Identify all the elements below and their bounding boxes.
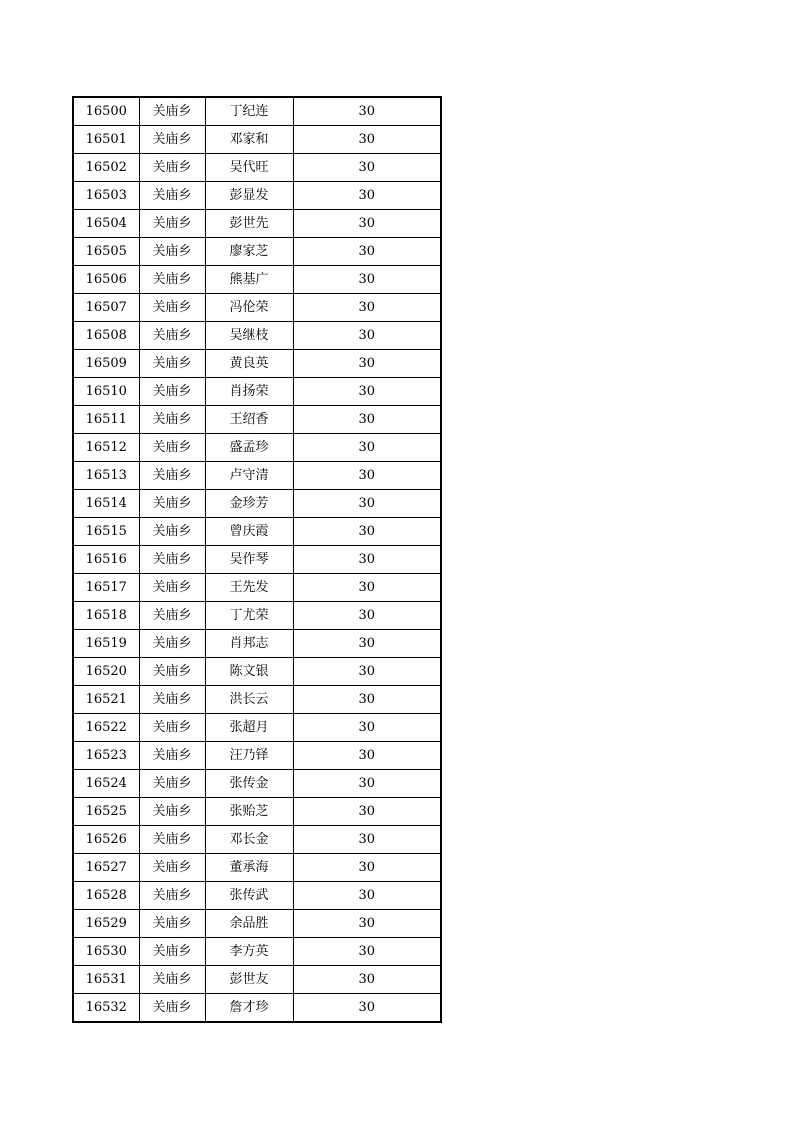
township-cell: 关庙乡 <box>139 882 205 910</box>
person-name-cell: 黄良英 <box>205 350 293 378</box>
table-row <box>73 994 441 1023</box>
person-name-cell: 王绍香 <box>205 406 293 434</box>
person-name-cell: 丁纪连 <box>205 97 293 126</box>
amount-cell: 30 <box>293 546 441 574</box>
person-name-cell: 汪乃铎 <box>205 742 293 770</box>
record-id-cell: 16500 <box>73 97 139 126</box>
table-row <box>73 518 441 546</box>
record-id-cell: 16503 <box>73 182 139 210</box>
township-cell: 关庙乡 <box>139 854 205 882</box>
person-name-cell: 董承海 <box>205 854 293 882</box>
amount-cell: 30 <box>293 294 441 322</box>
person-name-cell: 邓长金 <box>205 826 293 854</box>
record-id-cell: 16520 <box>73 658 139 686</box>
table-row <box>73 266 441 294</box>
record-id-cell: 16527 <box>73 854 139 882</box>
table-row <box>73 602 441 630</box>
record-id-cell: 16512 <box>73 434 139 462</box>
record-id-cell: 16515 <box>73 518 139 546</box>
record-id-cell: 16524 <box>73 770 139 798</box>
record-id-cell: 16507 <box>73 294 139 322</box>
township-cell: 关庙乡 <box>139 378 205 406</box>
amount-cell: 30 <box>293 938 441 966</box>
table-row <box>73 714 441 742</box>
records-table-body <box>73 97 441 1022</box>
amount-cell: 30 <box>293 238 441 266</box>
amount-cell: 30 <box>293 966 441 994</box>
township-cell: 关庙乡 <box>139 210 205 238</box>
amount-cell: 30 <box>293 826 441 854</box>
township-cell: 关庙乡 <box>139 182 205 210</box>
amount-cell: 30 <box>293 770 441 798</box>
township-cell: 关庙乡 <box>139 154 205 182</box>
table-row <box>73 322 441 350</box>
record-id-cell: 16510 <box>73 378 139 406</box>
table-row <box>73 182 441 210</box>
township-cell: 关庙乡 <box>139 350 205 378</box>
record-id-cell: 16501 <box>73 126 139 154</box>
record-id-cell: 16528 <box>73 882 139 910</box>
township-cell: 关庙乡 <box>139 238 205 266</box>
township-cell: 关庙乡 <box>139 742 205 770</box>
table-row <box>73 938 441 966</box>
township-cell: 关庙乡 <box>139 490 205 518</box>
amount-cell: 30 <box>293 462 441 490</box>
table-row <box>73 910 441 938</box>
table-row <box>73 434 441 462</box>
amount-cell: 30 <box>293 266 441 294</box>
record-id-cell: 16509 <box>73 350 139 378</box>
table-row <box>73 210 441 238</box>
amount-cell: 30 <box>293 630 441 658</box>
table-row <box>73 546 441 574</box>
record-id-cell: 16517 <box>73 574 139 602</box>
amount-cell: 30 <box>293 798 441 826</box>
record-id-cell: 16506 <box>73 266 139 294</box>
records-table <box>72 96 442 1023</box>
township-cell: 关庙乡 <box>139 630 205 658</box>
table-row <box>73 966 441 994</box>
record-id-cell: 16519 <box>73 630 139 658</box>
record-id-cell: 16516 <box>73 546 139 574</box>
table-row <box>73 462 441 490</box>
amount-cell: 30 <box>293 182 441 210</box>
person-name-cell: 肖邦志 <box>205 630 293 658</box>
amount-cell: 30 <box>293 210 441 238</box>
person-name-cell: 张传武 <box>205 882 293 910</box>
table-row <box>73 294 441 322</box>
amount-cell: 30 <box>293 378 441 406</box>
record-id-cell: 16518 <box>73 602 139 630</box>
township-cell: 关庙乡 <box>139 322 205 350</box>
person-name-cell: 彭世先 <box>205 210 293 238</box>
amount-cell: 30 <box>293 97 441 126</box>
township-cell: 关庙乡 <box>139 518 205 546</box>
record-id-cell: 16505 <box>73 238 139 266</box>
table-row <box>73 350 441 378</box>
amount-cell: 30 <box>293 406 441 434</box>
amount-cell: 30 <box>293 574 441 602</box>
township-cell: 关庙乡 <box>139 938 205 966</box>
table-row <box>73 770 441 798</box>
township-cell: 关庙乡 <box>139 798 205 826</box>
amount-cell: 30 <box>293 854 441 882</box>
table-row <box>73 574 441 602</box>
township-cell: 关庙乡 <box>139 826 205 854</box>
table-row <box>73 882 441 910</box>
amount-cell: 30 <box>293 434 441 462</box>
record-id-cell: 16526 <box>73 826 139 854</box>
person-name-cell: 廖家芝 <box>205 238 293 266</box>
table-row <box>73 658 441 686</box>
person-name-cell: 彭显发 <box>205 182 293 210</box>
amount-cell: 30 <box>293 350 441 378</box>
amount-cell: 30 <box>293 602 441 630</box>
table-row <box>73 126 441 154</box>
person-name-cell: 金珍芳 <box>205 490 293 518</box>
amount-cell: 30 <box>293 714 441 742</box>
township-cell: 关庙乡 <box>139 910 205 938</box>
township-cell: 关庙乡 <box>139 546 205 574</box>
person-name-cell: 冯伦荣 <box>205 294 293 322</box>
person-name-cell: 丁尤荣 <box>205 602 293 630</box>
township-cell: 关庙乡 <box>139 602 205 630</box>
person-name-cell: 詹才珍 <box>205 994 293 1023</box>
table-row <box>73 686 441 714</box>
amount-cell: 30 <box>293 686 441 714</box>
table-row <box>73 742 441 770</box>
person-name-cell: 卢守清 <box>205 462 293 490</box>
person-name-cell: 肖扬荣 <box>205 378 293 406</box>
person-name-cell: 余品胜 <box>205 910 293 938</box>
amount-cell: 30 <box>293 490 441 518</box>
person-name-cell: 张贻芝 <box>205 798 293 826</box>
record-id-cell: 16531 <box>73 966 139 994</box>
person-name-cell: 洪长云 <box>205 686 293 714</box>
township-cell: 关庙乡 <box>139 658 205 686</box>
table-row <box>73 406 441 434</box>
person-name-cell: 彭世友 <box>205 966 293 994</box>
amount-cell: 30 <box>293 882 441 910</box>
record-id-cell: 16511 <box>73 406 139 434</box>
record-id-cell: 16504 <box>73 210 139 238</box>
record-id-cell: 16521 <box>73 686 139 714</box>
person-name-cell: 吴继枝 <box>205 322 293 350</box>
township-cell: 关庙乡 <box>139 294 205 322</box>
record-id-cell: 16508 <box>73 322 139 350</box>
amount-cell: 30 <box>293 658 441 686</box>
table-row <box>73 826 441 854</box>
amount-cell: 30 <box>293 518 441 546</box>
table-row <box>73 97 441 126</box>
township-cell: 关庙乡 <box>139 966 205 994</box>
record-id-cell: 16502 <box>73 154 139 182</box>
township-cell: 关庙乡 <box>139 686 205 714</box>
township-cell: 关庙乡 <box>139 434 205 462</box>
table-row <box>73 798 441 826</box>
person-name-cell: 吴作琴 <box>205 546 293 574</box>
person-name-cell: 熊基广 <box>205 266 293 294</box>
amount-cell: 30 <box>293 126 441 154</box>
record-id-cell: 16525 <box>73 798 139 826</box>
amount-cell: 30 <box>293 742 441 770</box>
township-cell: 关庙乡 <box>139 770 205 798</box>
person-name-cell: 张传金 <box>205 770 293 798</box>
record-id-cell: 16513 <box>73 462 139 490</box>
table-row <box>73 238 441 266</box>
record-id-cell: 16514 <box>73 490 139 518</box>
amount-cell: 30 <box>293 910 441 938</box>
township-cell: 关庙乡 <box>139 406 205 434</box>
table-row <box>73 854 441 882</box>
person-name-cell: 邓家和 <box>205 126 293 154</box>
township-cell: 关庙乡 <box>139 126 205 154</box>
table-row <box>73 490 441 518</box>
table-row <box>73 630 441 658</box>
record-id-cell: 16529 <box>73 910 139 938</box>
person-name-cell: 盛孟珍 <box>205 434 293 462</box>
person-name-cell: 张超月 <box>205 714 293 742</box>
amount-cell: 30 <box>293 154 441 182</box>
township-cell: 关庙乡 <box>139 266 205 294</box>
township-cell: 关庙乡 <box>139 462 205 490</box>
township-cell: 关庙乡 <box>139 97 205 126</box>
township-cell: 关庙乡 <box>139 994 205 1023</box>
table-row <box>73 154 441 182</box>
person-name-cell: 李方英 <box>205 938 293 966</box>
person-name-cell: 王先发 <box>205 574 293 602</box>
township-cell: 关庙乡 <box>139 714 205 742</box>
table-row <box>73 378 441 406</box>
township-cell: 关庙乡 <box>139 574 205 602</box>
amount-cell: 30 <box>293 322 441 350</box>
person-name-cell: 陈文银 <box>205 658 293 686</box>
record-id-cell: 16523 <box>73 742 139 770</box>
amount-cell: 30 <box>293 994 441 1023</box>
record-id-cell: 16530 <box>73 938 139 966</box>
person-name-cell: 吴代旺 <box>205 154 293 182</box>
record-id-cell: 16522 <box>73 714 139 742</box>
person-name-cell: 曾庆霞 <box>205 518 293 546</box>
record-id-cell: 16532 <box>73 994 139 1023</box>
